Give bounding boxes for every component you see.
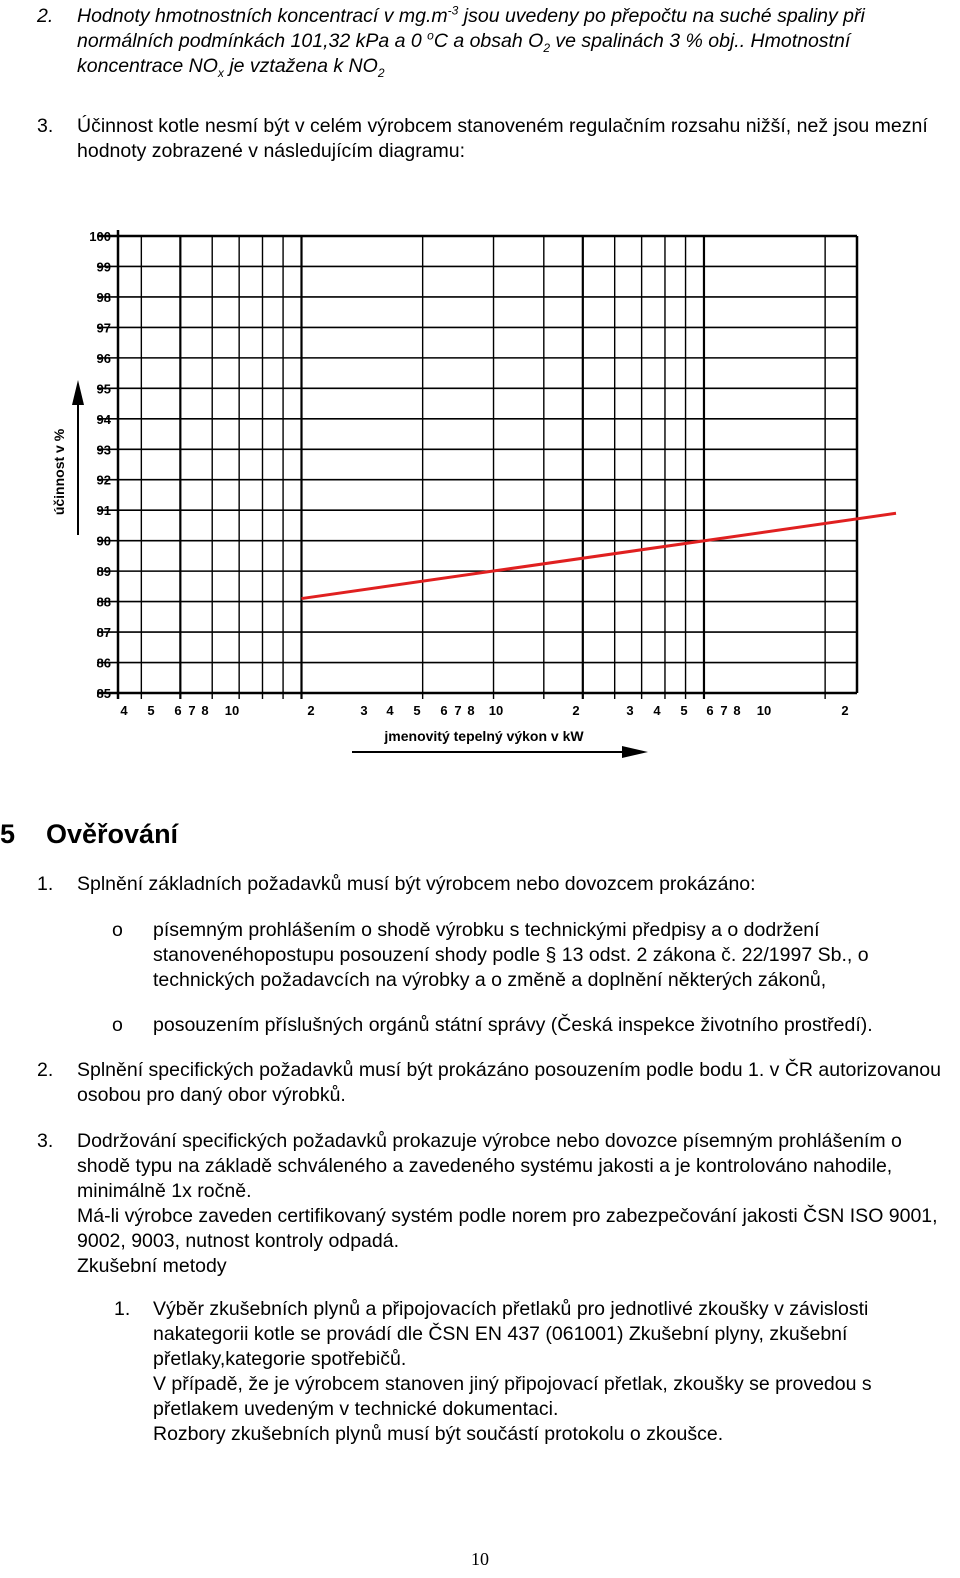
intro-item-3-text: Účinnost kotle nesmí být v celém výrobcem stanoveném regulačním rozsahu nižší, než jsou mezní hodnoty zobrazené v následujícím diagramu:: [77, 115, 928, 162]
list-item-3-text: Dodržování specifických požadavků prokazuje výrobce nebo dovozce písemným prohlášením o shodě typu na základě schváleného a zavedeného systému jakosti a je kontrolováno nahodile, minimálně 1x ročně.: [77, 1130, 902, 1202]
x-tick-label: 5: [413, 703, 421, 718]
intro-item-2-text: Hodnoty hmotnostních koncentrací v $mg.m^{-3}$ jsou uvedeny po přepočtu na suché spaliny při normálních podmínkách 101,32 kPa a 0 $^o$C a obsah $O_2$ ve spalinách 3 % obj.. Hmotnostní koncentrace $NO_x$ je vztažena k $NO_2$: [77, 3, 865, 80]
x-tick-label: 5: [147, 703, 155, 718]
x-tick-label: 8: [467, 703, 475, 718]
x-tick-label: 10: [224, 703, 240, 718]
test-methods-item-1-number: 1.: [114, 1298, 131, 1320]
y-tick-label: 99: [96, 259, 111, 275]
x-tick-label: 4: [386, 703, 394, 718]
x-tick-label: 6: [706, 703, 714, 718]
section-title: Ověřování: [46, 819, 179, 849]
y-tick-label: 86: [96, 655, 111, 671]
y-tick-label: 96: [96, 350, 111, 366]
x-tick-label: 7: [720, 703, 728, 718]
y-tick-label: 89: [96, 564, 111, 580]
y-tick-label: 87: [96, 625, 111, 641]
list-item-3-certification-note: Má-li výrobce zaveden certifikovaný systém podle norem pro zabezpečování jakosti ČSN ISO 9001, 9002, 9003, nutnost kontroly odpadá.: [77, 1205, 938, 1252]
x-tick-label: 4: [120, 703, 128, 718]
y-tick-label: 95: [96, 381, 111, 397]
intro-item-3-number: 3.: [37, 115, 54, 137]
efficiency-chart: [0, 210, 960, 770]
y-tick-label: 98: [96, 289, 111, 305]
x-tick-label: 10: [756, 703, 772, 718]
test-methods-item-1-text: Výběr zkušebních plynů a připojovacích přetlaků pro jednotlivé zkoušky v závislosti nakategorii kotle se provádí dle ČSN EN 437 (061001) Zkušební plyny, zkušební přetlaky,kategorie spotřebičů.: [153, 1298, 869, 1370]
y-tick-label: 94: [96, 411, 111, 427]
x-tick-label: 2: [572, 703, 580, 718]
x-tick-label: 6: [440, 703, 448, 718]
bullet-marker-1: o: [112, 919, 123, 941]
x-tick-label: 2: [841, 703, 849, 718]
list-item-1-text: Splnění základních požadavků musí být výrobcem nebo dovozcem prokázáno:: [77, 873, 756, 895]
page-number: 10: [471, 1549, 489, 1569]
y-axis-arrow-head: [72, 380, 84, 405]
bullet-2-text: posouzením příslušných orgánů státní správy (Česká inspekce životního prostředí).: [153, 1014, 873, 1036]
test-methods-item-1-pressure-note: V případě, že je výrobcem stanoven jiný připojovací přetlak, zkoušky se provedou s přetlakem uvedeným v technické dokumentaci.: [153, 1373, 872, 1420]
x-axis-arrow-head: [622, 746, 648, 758]
list-item-1-number: 1.: [37, 873, 54, 895]
y-tick-label: 93: [96, 442, 111, 458]
x-tick-label: 8: [201, 703, 209, 718]
x-tick-label: 4: [653, 703, 661, 718]
list-item-3-number: 3.: [37, 1130, 54, 1152]
test-methods-item-1-protocol-note: Rozbory zkušebních plynů musí být součástí protokolu o zkoušce.: [153, 1423, 724, 1445]
y-tick-label: 88: [96, 594, 111, 610]
section-number: 5: [0, 819, 16, 849]
x-axis-label: jmenovitý tepelný výkon v kW: [384, 728, 584, 744]
y-tick-label: 90: [96, 533, 111, 549]
bullet-marker-2: o: [112, 1014, 123, 1036]
bullet-1-text: písemným prohlášením o shodě výrobku s technickými předpisy a o dodržení stanovenéhopostupu posouzení shody podle § 13 odst. 2 zákona č. 22/1997 Sb., o technických požadavcích na výrobky a o změně a doplnění některých zákonů,: [153, 919, 869, 991]
x-tick-label: 8: [733, 703, 741, 718]
y-tick-label: 91: [96, 503, 111, 519]
y-tick-label: 85: [96, 686, 111, 701]
y-tick-label: 92: [96, 472, 111, 488]
x-tick-label: 6: [174, 703, 182, 718]
x-tick-label: 7: [454, 703, 462, 718]
y-axis-label: účinnost v %: [51, 428, 67, 516]
y-tick-label: 97: [96, 320, 111, 336]
x-tick-label: 3: [360, 703, 368, 718]
x-tick-label: 5: [680, 703, 688, 718]
y-tick-label: 100: [89, 229, 111, 244]
x-tick-label: 2: [307, 703, 315, 718]
x-tick-label: 3: [626, 703, 634, 718]
test-methods-heading: Zkušební metody: [77, 1255, 227, 1277]
efficiency-limit-line: [302, 513, 897, 598]
x-tick-label: 10: [488, 703, 504, 718]
list-item-2-number: 2.: [37, 1059, 54, 1081]
list-item-2-text: Splnění specifických požadavků musí být prokázáno posouzením podle bodu 1. v ČR autorizovanou osobou pro daný obor výrobků.: [77, 1059, 941, 1106]
intro-item-2-number: 2.: [37, 5, 54, 27]
x-tick-label: 7: [188, 703, 196, 718]
